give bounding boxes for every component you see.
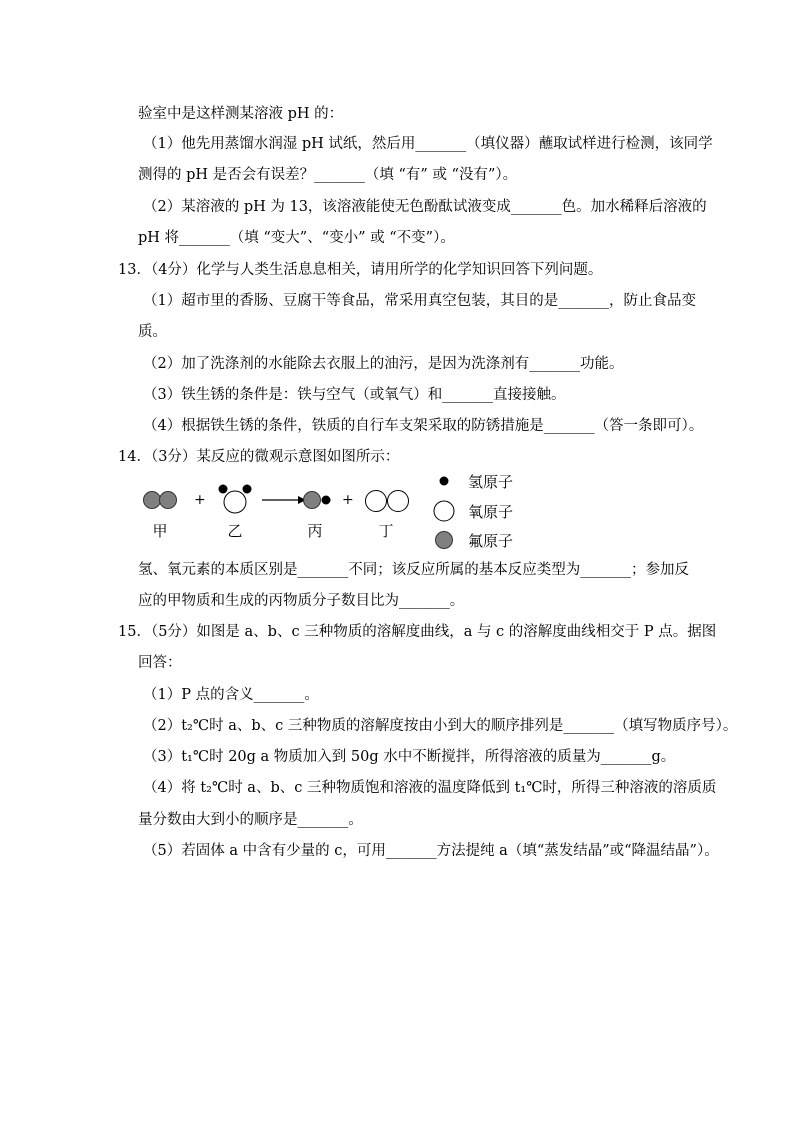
label-jia: 甲 [152,522,168,540]
text-line: 验室中是这样测某溶液 pH 的： [138,106,344,122]
text-line: 应的甲物质和生成的丙物质分子数目比为_______。 [138,593,465,609]
text-line: （2）某溶液的 pH 为 13，该溶液能使无色酚酞试液变成_______色。加水稀释后溶液的 [143,199,707,215]
text-line: （4）将 t₂℃时 a、b、c 三种物质饱和溶液的温度降低到 t₁℃时，所得三种溶液的溶质质 [143,780,717,796]
text-line: 回答： [138,655,182,671]
text-line: （1）超市里的香肠、豆腐干等食品，常采用真空包装，其目的是_______，防止食品变 [143,293,696,309]
text-line: （2）加了洗涤剂的水能除去衣服上的油污，是因为洗涤剂有_______功能。 [143,356,624,372]
text-line: 测得的 pH 是否会有误差？_______（填 “有” 或 “没有”）。 [138,167,518,183]
label-ding: 丁 [378,522,394,540]
text-line: 氢、氧元素的本质区别是_______不同；该反应所属的基本反应类型为_______；参加反 [138,562,689,578]
legend-fluorine: 氟原子 [468,532,514,550]
text-line: （1）他先用蒸馏水润湿 pH 试纸，然后用_______（填仪器）蘸取试样进行检测，该同学 [143,136,713,152]
molecule-ding [366,491,409,512]
question-14: 14．（3分）某反应的微观示意图如图所示： [118,449,400,465]
legend-hydrogen: 氢原子 [468,473,514,491]
hydrogen-atom-icon [440,477,449,486]
text-line: （1）P 点的含义_______。 [143,687,319,703]
fluorine-atom-icon [436,532,453,549]
text-line: 量分数由大到小的顺序是_______。 [138,812,363,828]
reaction-arrow [262,496,306,504]
molecule-jia [144,492,177,509]
molecule-yi [219,485,252,514]
question-13: 13．（4分）化学与人类生活息息相关，请用所学的化学知识回答下列问题。 [118,262,603,278]
label-yi: 乙 [227,522,243,540]
atom-legend [432,470,552,560]
text-line: （2）t₂℃时 a、b、c 三种物质的溶解度按由小到大的顺序排列是_______（填写物质序号）。 [143,718,738,734]
text-line: （4）根据铁生锈的条件，铁质的自行车支架采取的防锈措施是_______（答一条即可）。 [143,418,704,434]
plus-sign-1: + [194,492,206,508]
text-line: （5）若固体 a 中含有少量的 c，可用_______方法提纯 a（填“蒸发结晶”或“降温结晶”）。 [143,843,719,859]
text-line: （3）铁生锈的条件是：铁与空气（或氧气）和_______直接接触。 [143,387,566,403]
legend-oxygen: 氧原子 [468,503,514,521]
plus-sign-2: + [342,492,354,508]
molecule-bing [304,492,331,509]
question-15: 15．（5分）如图是 a、b、c 三种物质的溶解度曲线，a 与 c 的溶解度曲线相交于 P 点。据图 [118,624,717,640]
text-line: pH 将_______（填 “变大”、“变小” 或 “不变”）。 [138,230,455,246]
oxygen-atom-icon [434,501,454,521]
text-line: 质。 [138,324,167,340]
text-line: （3）t₁℃时 20g a 物质加入到 50g 水中不断搅拌，所得溶液的质量为_______g。 [143,749,676,765]
label-bing: 丙 [307,522,323,540]
